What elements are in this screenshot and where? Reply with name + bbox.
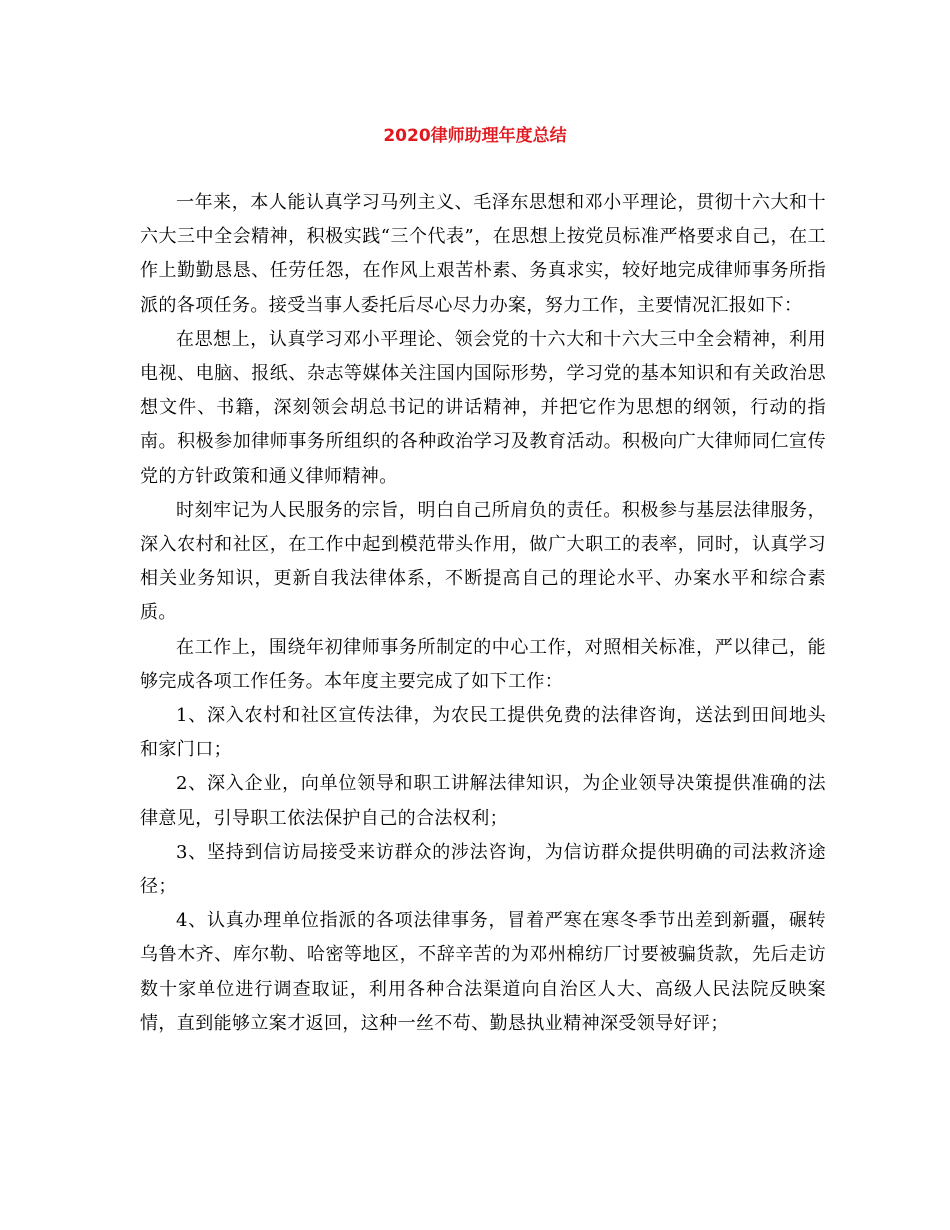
list-item-2: 2、深入企业，向单位领导和职工讲解法律知识，为企业领导决策提供准确的法律意见，引导职工依法保护自己的合法权利； xyxy=(140,773,826,829)
list-item-4: 4、认真办理单位指派的各项法律事务，冒着严寒在寒冬季节出差到新疆，碾转乌鲁木齐、库尔勒、哈密等地区，不辞辛苦的为邓州棉纺厂讨要被骗货款，先后走访数十家单位进行调查取证，利用各种合法渠道向自治区人大、高级人民法院反映案情，直到能够立案才返回，这种一丝不苟、勤恳执业精神深受领导好评； xyxy=(140,910,826,1034)
list-item-3: 3、坚持到信访局接受来访群众的涉法咨询，为信访群众提供明确的司法救济途径； xyxy=(140,841,826,898)
document-title: 2020律师助理年度总结 xyxy=(383,126,567,146)
paragraph-intro: 一年来，本人能认真学习马列主义、毛泽东思想和邓小平理论，贯彻十六大和十六大三中全会精神，积极实践“三个代表”，在思想上按党员标准严格要求自己，在工作上勤勤恳恳、任劳任怨，在作风上艰苦朴素、务真求实，较好地完成律师事务所指派的各项任务。接受当事人委托后尽心尽力办案，努力工作，主要情况汇报如下： xyxy=(140,192,826,316)
paragraph-service: 时刻牢记为人民服务的宗旨，明白自己所肩负的责任。积极参与基层法律服务，深入农村和社区，在工作中起到模范带头作用，做广大职工的表率，同时，认真学习相关业务知识，更新自我法律体系，不断提高自己的理论水平、办案水平和综合素质。 xyxy=(140,499,826,624)
paragraph-work: 在工作上，围绕年初律师事务所制定的中心工作，对照相关标准，严以律己，能够完成各项工作任务。本年度主要完成了如下工作： xyxy=(140,636,826,692)
list-item-1: 1、深入农村和社区宣传法律，为农民工提供免费的法律咨询，送法到田间地头和家门口； xyxy=(140,705,826,761)
paragraph-thought: 在思想上，认真学习邓小平理论、领会党的十六大和十六大三中全会精神，利用电视、电脑、报纸、杂志等媒体关注国内国际形势，学习党的基本知识和有关政治思想文件、书籍，深刻领会胡总书记的讲话精神，并把它作为思想的纲领，行动的指南。积极参加律师事务所组织的各种政治学习及教育活动。积极向广大律师同仁宣传党的方针政策和通义律师精神。 xyxy=(140,328,826,487)
document-body xyxy=(140,186,826,1041)
